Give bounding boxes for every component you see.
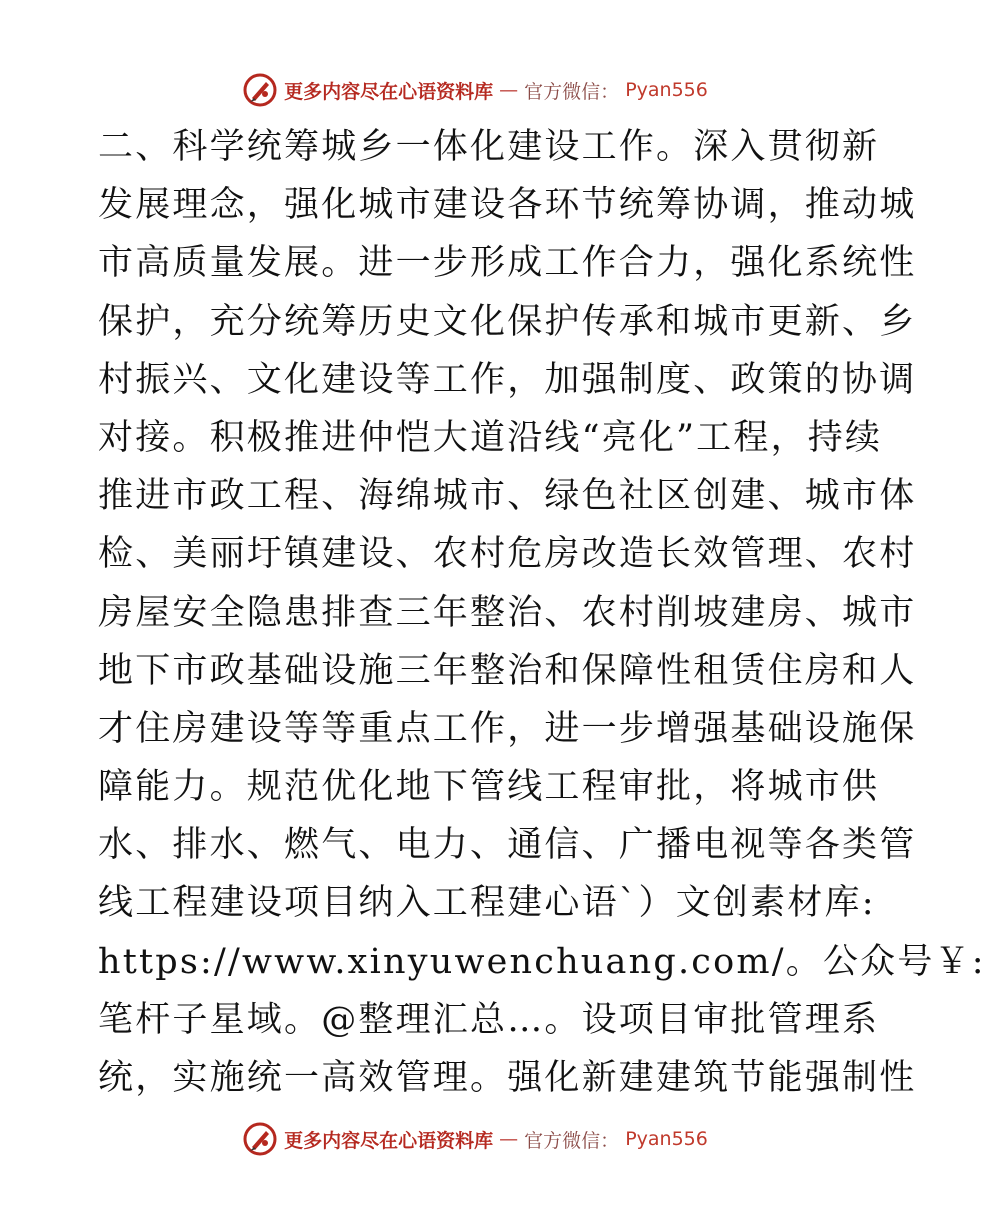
- body-line-url: https://www.xinyuwenchuang.com/。公众号￥:: [98, 941, 986, 982]
- watermark-dash: —: [499, 79, 519, 101]
- body-line: 推进市政工程、海绵城市、绿色社区创建、城市体: [98, 476, 917, 517]
- document-body: [98, 118, 986, 1107]
- body-line: 保护，充分统筹历史文化保护传承和城市更新、乡: [98, 301, 917, 342]
- body-line: 二、科学统筹城乡一体化建设工作。深入贯彻新: [98, 127, 880, 167]
- body-line: 笔杆子星域。@整理汇总…。设项目审批管理系: [98, 999, 880, 1040]
- watermark-dash: —: [499, 1128, 519, 1150]
- body-line: 才住房建设等等重点工作，进一步增强基础设施保: [98, 708, 917, 749]
- watermark-wechat-id: Pyan556: [625, 79, 708, 101]
- body-line: 统，实施统一高效管理。强化新建建筑节能强制性: [98, 1058, 917, 1098]
- body-line: 村振兴、文化建设等工作，加强制度、政策的协调: [98, 359, 917, 400]
- watermark-header: [0, 72, 950, 108]
- body-line: 线工程建设项目纳入工程建心语`）文创素材库:: [98, 883, 876, 924]
- watermark-wechat-id: Pyan556: [625, 1128, 708, 1150]
- watermark-main-text: 更多内容尽在心语资料库: [284, 1129, 494, 1152]
- body-line: 水、排水、燃气、电力、通信、广播电视等各类管: [98, 825, 917, 866]
- body-line: 发展理念，强化城市建设各环节统筹协调，推动城: [98, 185, 917, 226]
- body-line: 检、美丽圩镇建设、农村危房改造长效管理、农村: [98, 534, 917, 575]
- body-line: 障能力。规范优化地下管线工程审批，将城市供: [98, 767, 880, 808]
- watermark-logo-icon: [242, 72, 278, 108]
- body-line: 地下市政基础设施三年整治和保障性租赁住房和人: [98, 650, 917, 691]
- watermark-label: 官方微信：: [524, 80, 620, 103]
- body-line: 市高质量发展。进一步形成工作合力，强化系统性: [98, 243, 917, 284]
- body-line: 对接。积极推进仲恺大道沿线“亮化”工程，持续: [98, 417, 883, 458]
- body-line: 房屋安全隐患排查三年整治、农村削坡建房、城市: [98, 592, 917, 633]
- watermark-logo-icon: [242, 1121, 278, 1157]
- watermark-footer: [0, 1121, 950, 1157]
- watermark-main-text: 更多内容尽在心语资料库: [284, 80, 494, 103]
- watermark-label: 官方微信：: [524, 1129, 620, 1152]
